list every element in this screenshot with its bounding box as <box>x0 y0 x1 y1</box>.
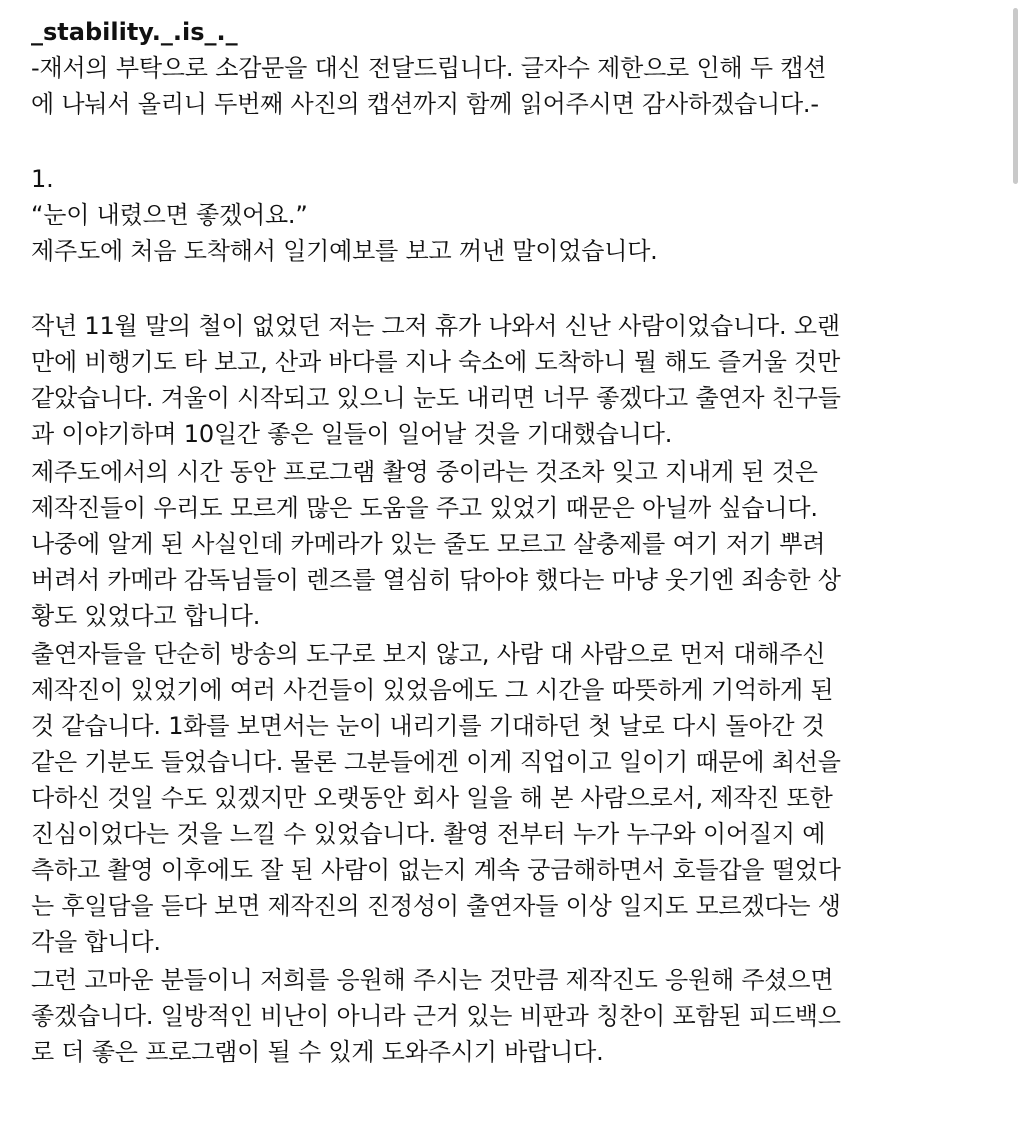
paragraph-line: 다하신 것일 수도 있겠지만 오랫동안 회사 일을 해 본 사람으로서, 제작진 또한 <box>31 784 833 812</box>
blank-line <box>31 269 996 308</box>
paragraph-line: 나중에 알게 된 사실인데 카메라가 있는 줄도 모르고 살충제를 여기 저기 뿌려 <box>31 530 826 558</box>
paragraph-line: 과 이야기하며 10일간 좋은 일들이 일어날 것을 기대했습니다. <box>31 420 673 448</box>
paragraph <box>31 636 996 960</box>
intro-line: -재서의 부탁으로 소감문을 대신 전달드립니다. 글자수 제한으로 인해 두 캡션 <box>31 54 827 82</box>
post-caption <box>31 14 996 1070</box>
paragraph-line: 작년 11월 말의 철이 없었던 저는 그저 휴가 나와서 신난 사람이었습니다. 오랜 <box>31 312 840 340</box>
intro-line: 에 나눠서 올리니 두번째 사진의 캡션까지 함께 읽어주시면 감사하겠습니다.- <box>31 90 819 118</box>
paragraph-line: 측하고 촬영 이후에도 잘 된 사람이 없는지 계속 궁금해하면서 호들갑을 떨었다 <box>31 856 841 884</box>
paragraph-line: 진심이었다는 것을 느낄 수 있었습니다. 촬영 전부터 누가 누구와 이어질지 예 <box>31 820 826 848</box>
paragraph-line: 제주도에서의 시간 동안 프로그램 촬영 중이라는 것조차 잊고 지내게 된 것은 <box>31 458 818 486</box>
paragraph <box>31 454 996 634</box>
blank-line <box>31 122 996 161</box>
paragraph-line: 좋겠습니다. 일방적인 비난이 아니라 근거 있는 비판과 칭찬이 포함된 피드백으 <box>31 1002 841 1030</box>
section-number: 1. <box>31 165 54 193</box>
username[interactable]: _stability._.is_._ <box>31 18 238 46</box>
paragraph-line: 제작진이 있었기에 여러 사건들이 있었음에도 그 시간을 따뜻하게 기억하게 된 <box>31 676 834 704</box>
quote-text: “눈이 내렸으면 좋겠어요.” <box>31 201 308 229</box>
paragraph-line: 황도 있었다고 합니다. <box>31 602 261 630</box>
paragraph-line: 만에 비행기도 타 보고, 산과 바다를 지나 숙소에 도착하니 뭘 해도 즐거울 것만 <box>31 348 841 376</box>
paragraph-line: 로 더 좋은 프로그램이 될 수 있게 도와주시기 바랍니다. <box>31 1038 604 1066</box>
paragraph-line: 그런 고마운 분들이니 저희를 응원해 주시는 것만큼 제작진도 응원해 주셨으면 <box>31 966 834 994</box>
paragraph-line: 출연자들을 단순히 방송의 도구로 보지 않고, 사람 대 사람으로 먼저 대해주신 <box>31 640 826 668</box>
paragraph-line: 것 같습니다. 1화를 보면서는 눈이 내리기를 기대하던 첫 날로 다시 돌아간 것 <box>31 712 825 740</box>
quote-followup: 제주도에 처음 도착해서 일기예보를 보고 꺼낸 말이었습니다. <box>31 237 658 265</box>
paragraph-line: 제작진들이 우리도 모르게 많은 도움을 주고 있었기 때문은 아닐까 싶습니다. <box>31 494 818 522</box>
scrollbar[interactable] <box>1013 8 1018 184</box>
paragraph-line: 버려서 카메라 감독님들이 렌즈를 열심히 닦아야 했다는 마냥 웃기엔 죄송한 상 <box>31 566 841 594</box>
paragraph-line: 같은 기분도 들었습니다. 물론 그분들에겐 이게 직업이고 일이기 때문에 최선을 <box>31 748 841 776</box>
paragraph-line: 각을 합니다. <box>31 928 161 956</box>
paragraph-line: 는 후일담을 듣다 보면 제작진의 진정성이 출연자들 이상 일지도 모르겠다는 생 <box>31 892 841 920</box>
paragraph <box>31 308 996 452</box>
paragraph <box>31 962 996 1070</box>
paragraph-line: 같았습니다. 겨울이 시작되고 있으니 눈도 내리면 너무 좋겠다고 출연자 친구들 <box>31 384 841 412</box>
